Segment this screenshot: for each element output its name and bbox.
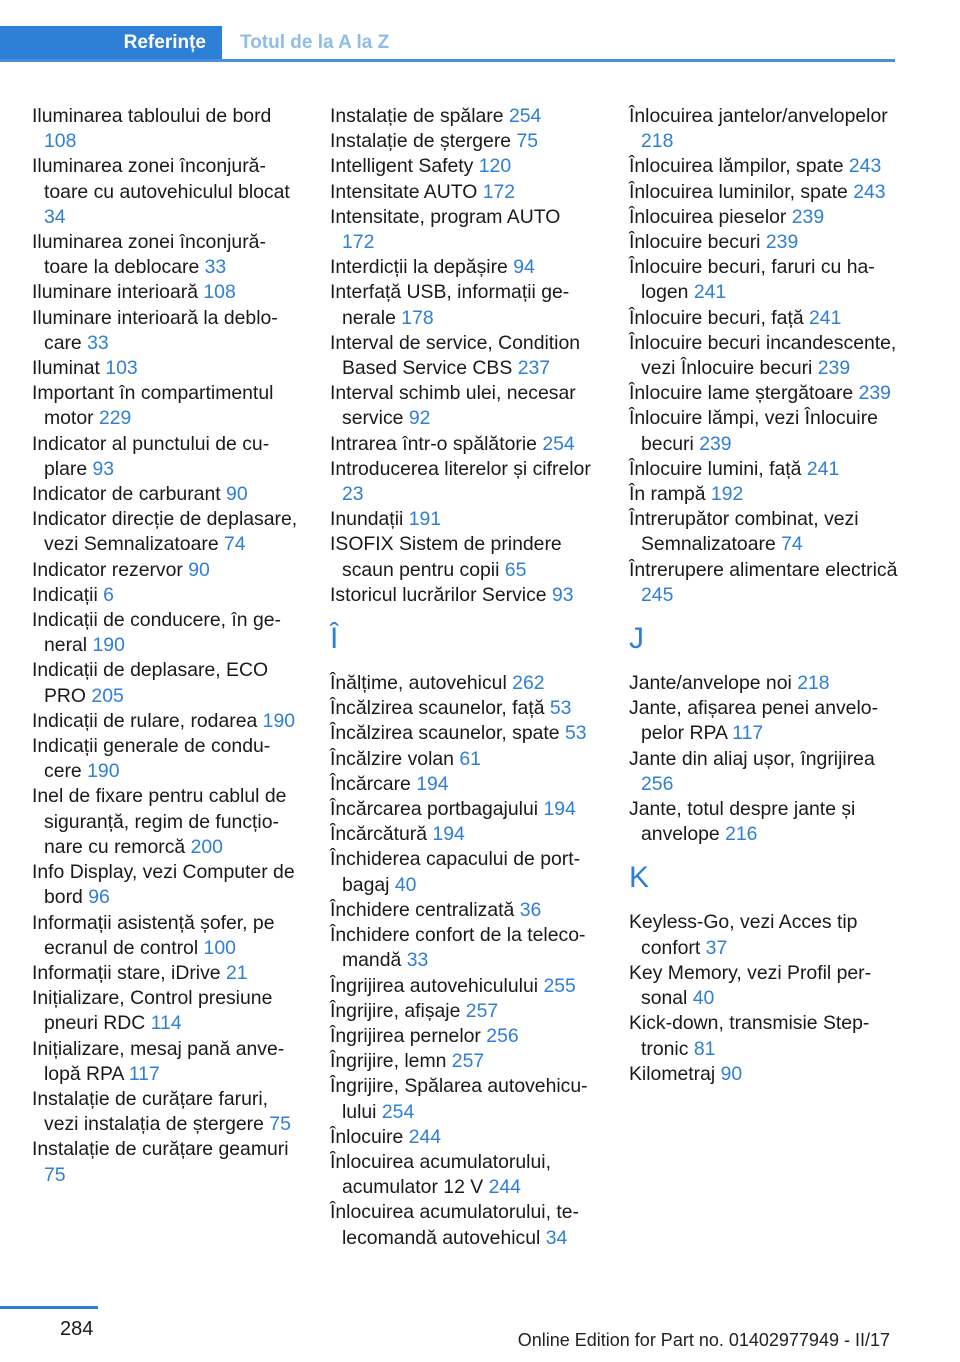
footer-divider xyxy=(0,1306,98,1309)
edition-note: Online Edition for Part no. 01402977949 - II/17 xyxy=(517,1330,890,1350)
index-entry-text: Încălzirea scaunelor, față xyxy=(330,697,545,720)
page-reference-link[interactable]: 33 xyxy=(87,331,109,354)
page-reference-link[interactable]: 256 xyxy=(641,772,674,795)
index-entry-text: Înlocuire becuri incandescente, vezi Înlocuire becuri xyxy=(629,331,897,380)
index-entry-text: Indicații generale de conducere xyxy=(32,735,271,783)
index-entry xyxy=(629,306,904,331)
index-entry xyxy=(629,961,904,1011)
page-reference-link[interactable]: 172 xyxy=(482,180,516,203)
index-entry-text: Închiderea capacului de portbagaj xyxy=(330,848,581,896)
index-entry-text: În rampă xyxy=(629,483,706,506)
index-entry-text: Keyless-Go, vezi Acces tip confort xyxy=(629,911,858,959)
index-entry xyxy=(32,784,300,860)
index-entry xyxy=(330,797,598,822)
index-entry-text: Kick-down, transmisie Steptronic xyxy=(629,1012,870,1060)
index-letter-heading: Î xyxy=(330,622,339,656)
index-entry-text: Jante, afișarea penei anvelopelor RPA xyxy=(629,697,879,745)
index-entry xyxy=(330,507,598,532)
page-reference-link[interactable]: 243 xyxy=(853,180,886,203)
index-entry-text: Istoricul lucrărilor Service xyxy=(330,583,547,606)
index-entry xyxy=(330,331,598,381)
index-entry xyxy=(330,822,598,847)
index-entry-text: Înlocuirea luminilor, spate xyxy=(629,180,848,203)
page-reference-link[interactable]: 74 xyxy=(781,533,803,556)
index-entry-text: Înlocuirea acumulatorului, acumulator 12 V xyxy=(330,1150,551,1199)
index-entry xyxy=(629,180,904,205)
page-reference-link[interactable]: 239 xyxy=(791,205,825,228)
index-entry-text: Indicator direcție de deplasare, vezi Semnalizatoare xyxy=(32,508,298,556)
page-reference-link[interactable]: 120 xyxy=(478,155,512,178)
page-number: 284 xyxy=(60,1318,94,1340)
index-entry xyxy=(629,910,904,960)
page-reference-link[interactable]: 53 xyxy=(564,722,587,745)
page-reference-link[interactable]: 94 xyxy=(513,256,535,279)
index-entry-text: Închidere centralizată xyxy=(330,898,515,921)
index-entry-text: Înlocuire becuri xyxy=(629,231,761,254)
index-entry xyxy=(32,356,300,381)
index-entry-text: Instalație de curățare geamuri xyxy=(32,1138,289,1161)
index-entry-text: Îngrijirea autovehiculului xyxy=(330,974,539,997)
index-entry xyxy=(32,608,300,658)
index-entry xyxy=(32,1137,300,1187)
index-entry xyxy=(629,230,904,255)
index-entry-text: Încălzirea scaunelor, spate xyxy=(330,722,560,745)
page-reference-link[interactable]: 239 xyxy=(699,432,732,455)
index-entry xyxy=(629,205,904,230)
index-entry xyxy=(330,721,598,746)
index-entry xyxy=(330,532,598,582)
index-entry xyxy=(32,432,300,482)
index-entry-text: Înlocuire lame ștergătoare xyxy=(629,382,854,405)
index-entry xyxy=(32,507,300,557)
page-reference-link[interactable]: 257 xyxy=(451,1050,485,1073)
page-reference-link[interactable]: 100 xyxy=(203,936,236,959)
page-reference-link[interactable]: 241 xyxy=(693,281,727,304)
index-entry xyxy=(629,482,904,507)
index-entry xyxy=(629,381,904,406)
page-reference-link[interactable]: 33 xyxy=(204,256,227,279)
page-reference-link[interactable]: 257 xyxy=(465,999,499,1022)
page-reference-link[interactable]: 190 xyxy=(87,760,120,783)
page-reference-link[interactable]: 256 xyxy=(486,1024,519,1047)
index-entry xyxy=(330,898,598,923)
page-reference-link[interactable]: 190 xyxy=(92,634,125,657)
index-entry xyxy=(32,104,300,154)
index-entry-text: Inițializare, mesaj pană anvelopă RPA xyxy=(32,1037,285,1085)
index-entry xyxy=(629,331,904,381)
index-entry-text: Info Display, vezi Computer de bord xyxy=(32,861,295,909)
index-entry-text: Jante din aliaj ușor, îngrijirea xyxy=(629,747,875,770)
index-entry xyxy=(32,306,300,356)
page-reference-link[interactable]: 216 xyxy=(725,823,758,846)
index-entry xyxy=(32,230,300,280)
index-entry xyxy=(629,457,904,482)
page-reference-link[interactable]: 61 xyxy=(459,747,481,770)
page-reference-link[interactable]: 244 xyxy=(488,1176,521,1199)
index-entry xyxy=(32,734,300,784)
page-reference-link[interactable]: 75 xyxy=(269,1113,291,1136)
index-entry xyxy=(330,180,598,205)
index-entry-text: Important în compartimentul motor xyxy=(32,382,274,430)
index-entry-text: Înlocuirea lămpilor, spate xyxy=(629,155,844,178)
index-entry-text: Informații stare, iDrive xyxy=(32,961,221,984)
index-entry-text: Înlocuire becuri, faruri cu halogen xyxy=(629,256,875,304)
page-reference-link[interactable]: 93 xyxy=(92,457,115,480)
page-reference-link[interactable]: 254 xyxy=(542,432,575,455)
page-reference-link[interactable]: 200 xyxy=(190,835,223,858)
page-reference-link[interactable]: 229 xyxy=(98,407,132,430)
index-entry-text: Iluminarea zonei înconjurătoare la deblocare xyxy=(32,231,266,279)
index-entry xyxy=(629,696,904,746)
page-reference-link[interactable]: 96 xyxy=(88,886,110,909)
index-entry-text: Instalație de curățare faruri, vezi instalația de ștergere xyxy=(32,1087,269,1136)
index-entry-text: Iluminare interioară xyxy=(32,281,198,304)
page-reference-link[interactable]: 40 xyxy=(394,873,417,896)
page-reference-link[interactable]: 108 xyxy=(44,130,77,153)
index-entry xyxy=(330,280,598,330)
index-entry xyxy=(330,974,598,999)
index-entry xyxy=(330,129,598,154)
page-reference-link[interactable]: 191 xyxy=(408,508,442,531)
index-entry xyxy=(330,255,598,280)
page-reference-link[interactable]: 237 xyxy=(517,357,551,380)
index-entry-text: Înlocuire becuri, față xyxy=(629,306,804,329)
page-reference-link[interactable]: 74 xyxy=(224,533,246,556)
index-entry-text: Jante/anvelope noi xyxy=(629,672,792,695)
index-entry xyxy=(629,671,904,696)
index-entry-text: Indicații xyxy=(32,583,98,606)
index-entry-text: Indicații de conducere, în general xyxy=(32,609,282,657)
index-entry-text: Întrerupător combinat, vezi Semnalizatoare xyxy=(629,508,859,556)
index-entry-text: Îngrijire, lemn xyxy=(330,1050,447,1073)
index-entry xyxy=(32,154,300,230)
index-entry xyxy=(629,558,904,608)
header-bar xyxy=(0,26,895,62)
index-entry xyxy=(330,432,598,457)
index-entry-text: Intensitate AUTO xyxy=(330,180,478,203)
index-entry-text: Înălțime, autovehicul xyxy=(330,672,507,695)
page-reference-link[interactable]: 36 xyxy=(519,898,542,921)
index-entry-text: Înlocuirea pieselor xyxy=(629,205,787,228)
page-reference-link[interactable]: 117 xyxy=(128,1062,160,1085)
page-reference-link[interactable]: 254 xyxy=(508,105,542,127)
index-entry xyxy=(330,1049,598,1074)
index-entry xyxy=(330,999,598,1024)
page-reference-link[interactable]: 117 xyxy=(732,722,764,745)
page-reference-link[interactable]: 194 xyxy=(416,772,449,795)
index-entry xyxy=(32,860,300,910)
index-entry-text: Îngrijirea pernelor xyxy=(330,1024,481,1047)
index-entry xyxy=(32,280,300,305)
index-entry-text: Interval de service, Condition Based Service CBS xyxy=(330,331,581,380)
page-reference-link[interactable]: 262 xyxy=(512,672,545,695)
index-entry-text: Intrarea într-o spălătorie xyxy=(330,432,537,455)
index-entry xyxy=(32,558,300,583)
index-entry-text: Jante, totul despre jante și anvelope xyxy=(629,798,856,846)
index-entry xyxy=(32,911,300,961)
index-entry xyxy=(629,797,904,847)
index-entry xyxy=(629,104,904,154)
page-reference-link[interactable]: 218 xyxy=(641,130,674,153)
page-reference-link[interactable]: 92 xyxy=(408,407,431,430)
index-entry xyxy=(32,583,300,608)
index-entry-text: Indicator al punctului de cuplare xyxy=(32,432,270,480)
section-tab[interactable]: Referințe xyxy=(0,26,222,59)
index-entry-text: Key Memory, vezi Profil personal xyxy=(629,961,872,1010)
index-entry xyxy=(629,747,904,797)
index-entry xyxy=(330,671,598,696)
subsection-tab[interactable]: Totul de la A la Z xyxy=(240,31,390,53)
page-reference-link[interactable]: 114 xyxy=(150,1012,182,1035)
index-entry xyxy=(330,1074,598,1124)
index-entry-text: Indicații de rulare, rodarea xyxy=(32,709,258,732)
page-reference-link[interactable]: 245 xyxy=(641,583,674,606)
index-letter-heading: K xyxy=(629,861,650,895)
index-entry-text: Înlocuire xyxy=(330,1125,404,1148)
index-entry-text: Înlocuire lumini, față xyxy=(629,457,802,480)
index-entry-text: Indicator rezervor xyxy=(32,558,183,581)
page-reference-link[interactable]: 90 xyxy=(226,483,248,506)
index-entry xyxy=(32,658,300,708)
page-reference-link[interactable]: 34 xyxy=(44,205,66,228)
page-reference-link[interactable]: 205 xyxy=(91,684,124,707)
index-entry-text: Indicații de deplasare, ECO PRO xyxy=(32,659,269,707)
index-entry-text: Intensitate, program AUTO xyxy=(330,205,561,228)
page-reference-link[interactable]: 65 xyxy=(504,558,527,581)
index-entry-text: Iluminat xyxy=(32,357,100,380)
page-reference-link[interactable]: 6 xyxy=(103,583,114,606)
page-reference-link[interactable]: 172 xyxy=(342,231,375,254)
index-entry xyxy=(330,457,598,507)
index-entry-text: Inel de fixare pentru cablul de siguranță, regim de funcționare cu remorcă xyxy=(32,785,287,858)
index-entry xyxy=(32,482,300,507)
index-entry-text: Informații asistență șofer, pe ecranul de control xyxy=(32,911,275,959)
index-entry xyxy=(330,1024,598,1049)
index-entry-text: ISOFIX Sistem de prindere scaun pentru copii xyxy=(330,533,562,581)
index-entry xyxy=(32,709,300,734)
page-reference-link[interactable]: 241 xyxy=(806,457,840,480)
index-entry-text: Iluminarea zonei înconjurătoare cu autovehiculul blocat xyxy=(32,155,290,203)
index-entry xyxy=(330,1200,598,1250)
index-entry xyxy=(330,696,598,721)
page-reference-link[interactable]: 90 xyxy=(188,558,210,581)
index-entry xyxy=(629,406,904,456)
page-reference-link[interactable]: 239 xyxy=(817,357,851,380)
index-letter-heading: J xyxy=(629,622,644,656)
page-reference-link[interactable]: 108 xyxy=(203,281,236,304)
page-reference-link[interactable]: 93 xyxy=(551,583,574,606)
index-entry-text: Înlocuirea jantelor/anvelopelor xyxy=(629,105,888,127)
index-entry-text: Instalație de spălare xyxy=(330,105,504,127)
index-entry-text: Iluminarea tabloului de bord xyxy=(32,105,272,127)
index-entry xyxy=(629,255,904,305)
index-entry-text: Îngrijire, afișaje xyxy=(330,999,461,1022)
page-reference-link[interactable]: 178 xyxy=(401,306,434,329)
index-entry xyxy=(629,1011,904,1061)
index-entry-text: Încălzire volan xyxy=(330,747,454,770)
index-entry-text: Îngrijire, Spălarea autovehiculului xyxy=(330,1075,588,1123)
page-reference-link[interactable]: 194 xyxy=(543,798,576,821)
page-reference-link[interactable]: 33 xyxy=(406,949,429,972)
index-entry xyxy=(330,104,598,129)
index-entry xyxy=(330,772,598,797)
page-reference-link[interactable]: 218 xyxy=(797,672,830,695)
index-entry xyxy=(629,507,904,557)
index-entry-text: Interval schimb ulei, necesar service xyxy=(330,382,576,430)
index-entry xyxy=(629,154,904,179)
index-entry xyxy=(330,205,598,255)
index-entry-text: Iluminare interioară la deblocare xyxy=(32,306,278,354)
index-column-3 xyxy=(629,104,904,1087)
page-reference-link[interactable]: 23 xyxy=(342,483,364,506)
index-entry-text: Încărcătură xyxy=(330,823,428,846)
index-entry xyxy=(330,847,598,897)
page-reference-link[interactable]: 255 xyxy=(543,974,576,997)
page-reference-link[interactable]: 37 xyxy=(705,936,728,959)
index-entry-text: Încărcarea portbagajului xyxy=(330,798,539,821)
index-entry xyxy=(32,1087,300,1137)
page-reference-link[interactable]: 239 xyxy=(858,382,891,405)
page-reference-link[interactable]: 244 xyxy=(408,1125,442,1148)
index-entry-text: Instalație de ștergere xyxy=(330,130,512,153)
index-entry xyxy=(330,923,598,973)
index-entry-text: Inundații xyxy=(330,508,404,531)
index-entry xyxy=(330,381,598,431)
page-reference-link[interactable]: 192 xyxy=(710,483,744,506)
index-entry-text: Înlocuire lămpi, vezi Înlocuire becuri xyxy=(629,407,878,455)
page-reference-link[interactable]: 34 xyxy=(545,1226,568,1249)
index-entry xyxy=(32,961,300,986)
index-entry xyxy=(32,381,300,431)
page-reference-link[interactable]: 75 xyxy=(516,130,539,153)
page-reference-link[interactable]: 190 xyxy=(262,709,296,732)
index-entry-text: Interfață USB, informații generale xyxy=(330,281,570,329)
index-column-1 xyxy=(32,104,300,1188)
page-reference-link[interactable]: 90 xyxy=(720,1062,743,1085)
index-entry-text: Indicator de carburant xyxy=(32,483,221,506)
index-entry-text: Înlocuirea acumulatorului, telecomandă autovehicul xyxy=(330,1201,579,1249)
index-column-2 xyxy=(330,104,598,1251)
index-entry-text: Inițializare, Control presiune pneuri RDC xyxy=(32,987,273,1035)
page-reference-link[interactable]: 75 xyxy=(44,1163,66,1186)
page-reference-link[interactable]: 239 xyxy=(765,231,799,254)
page-reference-link[interactable]: 21 xyxy=(225,961,248,984)
index-entry xyxy=(330,583,598,608)
index-entry-text: Închidere confort de la telecomandă xyxy=(330,924,586,972)
index-entry-text: Introducerea literelor și cifrelor xyxy=(330,457,591,480)
index-entry xyxy=(32,1037,300,1087)
page-reference-link[interactable]: 81 xyxy=(693,1037,716,1060)
page-reference-link[interactable]: 40 xyxy=(692,987,715,1010)
page-reference-link[interactable]: 194 xyxy=(432,823,465,846)
page-reference-link[interactable]: 241 xyxy=(809,306,842,329)
page-reference-link[interactable]: 243 xyxy=(848,155,882,178)
index-entry-text: Intelligent Safety xyxy=(330,155,474,178)
index-entry xyxy=(32,986,300,1036)
page-reference-link[interactable]: 103 xyxy=(105,357,138,380)
index-entry-text: Interdicții la depășire xyxy=(330,256,508,279)
index-entry xyxy=(330,1150,598,1200)
page-reference-link[interactable]: 254 xyxy=(381,1100,415,1123)
index-entry xyxy=(330,154,598,179)
index-entry-text: Întrerupere alimentare electrică xyxy=(629,558,898,581)
index-entry xyxy=(330,747,598,772)
index-entry xyxy=(330,1125,598,1150)
page-reference-link[interactable]: 53 xyxy=(549,697,572,720)
index-entry-text: Kilometraj xyxy=(629,1062,716,1085)
index-entry xyxy=(629,1062,904,1087)
index-entry-text: Încărcare xyxy=(330,772,411,795)
